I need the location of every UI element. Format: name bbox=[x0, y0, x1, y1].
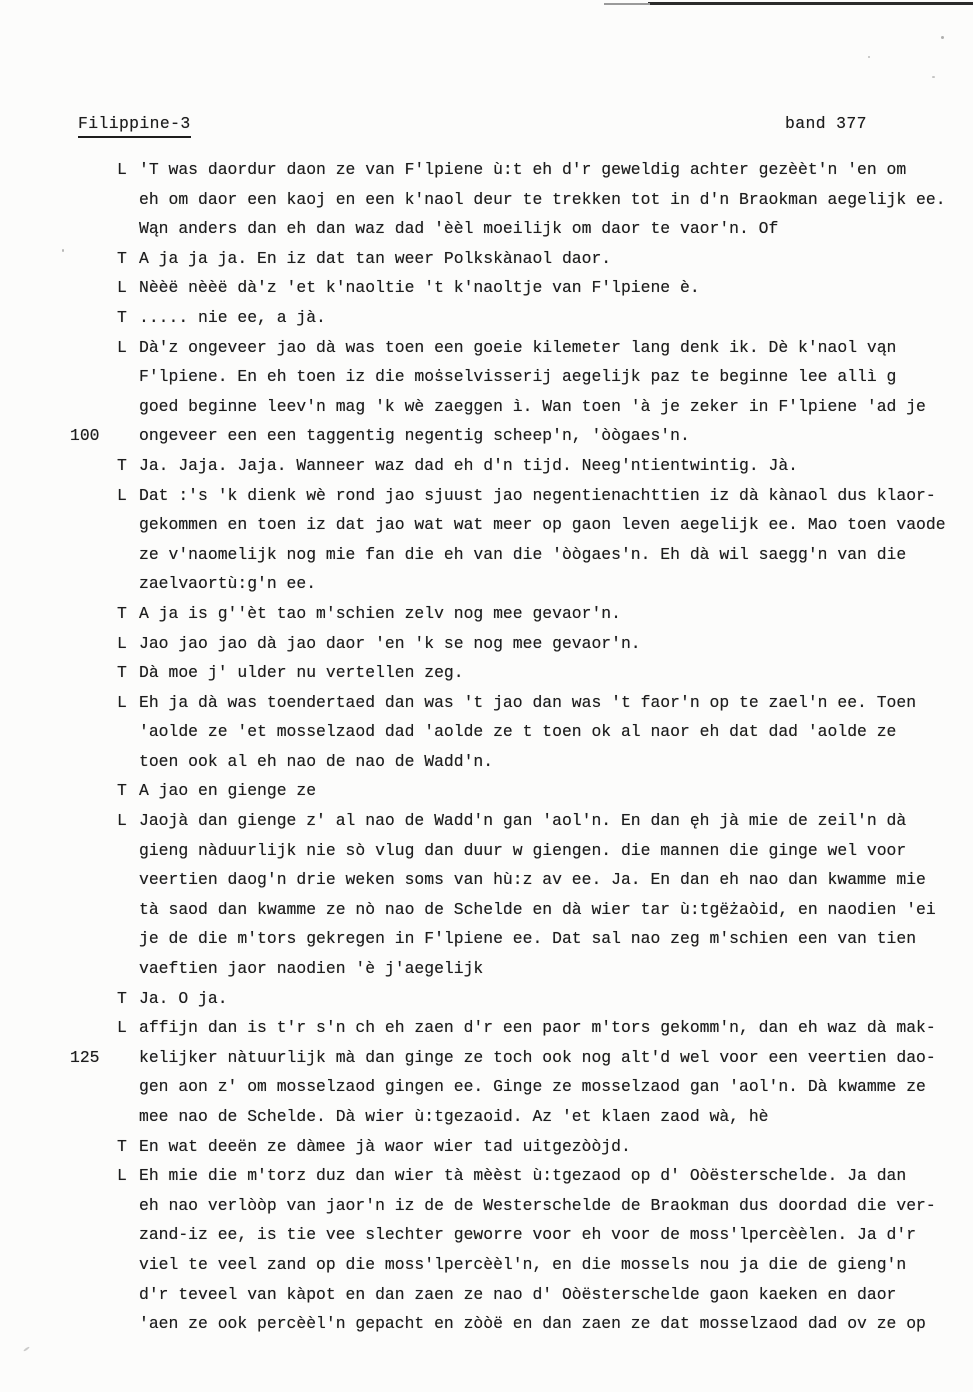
line-number bbox=[0, 924, 117, 954]
line-number bbox=[0, 688, 117, 718]
speaker-label: L bbox=[117, 485, 127, 505]
line-text: d'r teveel van kàpot en dan zaen ze nao d' Oòësterschelde gaon kaeken en daor bbox=[139, 1284, 897, 1304]
line-text: zaelvaortù:g'n ee. bbox=[139, 574, 317, 594]
line-number bbox=[0, 1191, 117, 1221]
transcript-line bbox=[0, 362, 973, 392]
speaker-label: T bbox=[117, 248, 127, 268]
speaker-label bbox=[117, 1250, 139, 1280]
speaker-label bbox=[117, 924, 139, 954]
line-number bbox=[0, 806, 117, 836]
line-number bbox=[0, 1102, 117, 1132]
speaker-label bbox=[117, 1191, 139, 1221]
transcript-line bbox=[0, 717, 973, 747]
line-text: A ja ja ja. En iz dat tan weer Polkskànaol daor. bbox=[139, 248, 612, 268]
line-text: Eh mie die m'torz duz dan wier tà mèèst ù:tgezaod op d' Oòësterschelde. Ja dan bbox=[139, 1166, 907, 1186]
transcript-line bbox=[0, 244, 973, 274]
speaker-label bbox=[117, 954, 139, 984]
line-number bbox=[0, 1161, 117, 1191]
transcript-line bbox=[0, 481, 973, 511]
line-number bbox=[0, 1309, 117, 1339]
speaker-label: T bbox=[117, 663, 127, 683]
line-text: vaeftien jaor naodien 'è j'aegelijk bbox=[139, 959, 484, 979]
transcript-line bbox=[0, 569, 973, 599]
line-number bbox=[0, 481, 117, 511]
line-text: eh om daor een kaoj en een k'naol deur te trekken tot in d'n Braokman aegelijk ee. bbox=[139, 189, 946, 209]
transcript bbox=[0, 155, 973, 1339]
line-text: viel te veel zand op die moss'lpercèèl'n, en die mossels nou ja die de gieng'n bbox=[139, 1254, 907, 1274]
line-text: A ja is g''èt tao m'schien zelv nog mee gevaor'n. bbox=[139, 603, 621, 623]
speaker-label: T bbox=[117, 455, 127, 475]
speaker-label bbox=[117, 1043, 139, 1073]
speaker-label bbox=[117, 717, 139, 747]
speaker-label bbox=[117, 569, 139, 599]
speaker-label bbox=[117, 895, 139, 925]
line-text: Ja. Jaja. Jaja. Wanneer waz dad eh d'n tijd. Neeg'ntientwintig. Jà. bbox=[139, 455, 799, 475]
line-number bbox=[0, 333, 117, 363]
line-number bbox=[0, 569, 117, 599]
line-text: je de die m'tors gekregen in F'lpiene ee. Dat sal nao zeg m'schien een van tien bbox=[139, 929, 917, 949]
line-number bbox=[0, 865, 117, 895]
transcript-line bbox=[0, 421, 973, 451]
line-text: Wąn anders dan eh dan waz dad 'èèl moeilijk om daor te vaor'n. Of bbox=[139, 219, 779, 239]
line-number bbox=[0, 658, 117, 688]
page-header bbox=[0, 114, 973, 144]
transcript-line bbox=[0, 155, 973, 185]
line-text: ..... nie ee, a jà. bbox=[139, 307, 326, 327]
transcript-line bbox=[0, 924, 973, 954]
line-text: En wat deeën ze dàmee jà waor wier tad uitgezòòjd. bbox=[139, 1136, 631, 1156]
speaker-label bbox=[117, 747, 139, 777]
transcript-line bbox=[0, 776, 973, 806]
line-text: Dat :'s 'k dienk wè rond jao sjuust jao negentienachttien iz dà kànaol dus klaor- bbox=[139, 485, 936, 505]
speaker-label: T bbox=[117, 1136, 127, 1156]
speaker-label bbox=[117, 1072, 139, 1102]
line-text: affijn dan is t'r s'n ch eh zaen d'r een paor m'tors gekomm'n, dan eh waz dà mak- bbox=[139, 1018, 936, 1038]
transcript-line bbox=[0, 1220, 973, 1250]
speaker-label: L bbox=[117, 160, 127, 179]
line-number bbox=[0, 273, 117, 303]
line-number bbox=[0, 244, 117, 274]
scan-speck bbox=[23, 1346, 30, 1352]
transcript-line bbox=[0, 984, 973, 1014]
transcript-line bbox=[0, 1102, 973, 1132]
transcript-line bbox=[0, 806, 973, 836]
line-number bbox=[0, 451, 117, 481]
line-text: F'lpiene. En eh toen iz die moṡselvisserij aegelijk paz te beginne lee allì g bbox=[139, 367, 897, 387]
line-number bbox=[0, 1072, 117, 1102]
transcript-line bbox=[0, 1280, 973, 1310]
line-text: tà saod dan kwamme ze nò nao de Schelde en dà wier tar ù:tgëżaòid, en naodien 'ei bbox=[139, 899, 936, 919]
speaker-label: T bbox=[117, 781, 127, 801]
line-text: Dà'z ongeveer jao dà was toen een goeie kilemeter lang denk ik. Dè k'naol vąn bbox=[139, 337, 897, 357]
line-text: goed beginne leev'n mag 'k wè zaeggen ì. Wan toen 'à je zeker in F'lpiene 'ad je bbox=[139, 396, 926, 416]
speaker-label bbox=[117, 214, 139, 244]
speaker-label bbox=[117, 392, 139, 422]
speaker-label: L bbox=[117, 811, 127, 831]
line-text: veertien daog'n drie weken soms van hù:z av ee. Ja. En dan eh nao dan kwamme mie bbox=[139, 870, 926, 890]
line-text: ongeveer een een taggentig negentig scheep'n, 'òògaes'n. bbox=[139, 426, 690, 446]
line-text: kelijker nàtuurlijk mà dan ginge ze toch ook nog alt'd wel voor een veertien dao- bbox=[139, 1047, 936, 1067]
line-number bbox=[0, 362, 117, 392]
transcript-line bbox=[0, 303, 973, 333]
speaker-label: L bbox=[117, 337, 127, 357]
line-number bbox=[0, 1220, 117, 1250]
line-number bbox=[0, 510, 117, 540]
line-text: gieng nàduurlijk nie sò vlug dan duur w giengen. die mannen die ginge wel voor bbox=[139, 840, 907, 860]
line-number bbox=[0, 836, 117, 866]
line-number bbox=[0, 540, 117, 570]
speaker-label bbox=[117, 510, 139, 540]
transcript-line bbox=[0, 1250, 973, 1280]
transcript-line bbox=[0, 895, 973, 925]
scan-edge-artifact bbox=[648, 2, 973, 5]
line-number bbox=[0, 214, 117, 244]
transcript-line bbox=[0, 1132, 973, 1162]
transcript-line bbox=[0, 688, 973, 718]
line-number bbox=[0, 185, 117, 215]
speaker-label: L bbox=[117, 1166, 127, 1186]
transcript-line bbox=[0, 658, 973, 688]
line-text: Jaojà dan gienge z' al nao de Wadd'n gan 'aol'n. En dan ęh jà mie de zeil'n dà bbox=[139, 811, 907, 831]
page-title: Filippine-3 bbox=[78, 114, 191, 138]
line-number bbox=[0, 717, 117, 747]
speaker-label: L bbox=[117, 278, 127, 298]
transcript-line bbox=[0, 1043, 973, 1073]
transcript-line bbox=[0, 1013, 973, 1043]
speaker-label: T bbox=[117, 307, 127, 327]
scan-speck bbox=[941, 36, 944, 39]
line-number bbox=[0, 392, 117, 422]
transcript-line bbox=[0, 185, 973, 215]
speaker-label bbox=[117, 836, 139, 866]
line-number bbox=[0, 776, 117, 806]
speaker-label: L bbox=[117, 633, 127, 653]
line-text: 'aen ze ook percèèl'n gepacht en zòòë en dan zaen ze dat mosselzaod dad ov ze op bbox=[139, 1314, 926, 1334]
line-number bbox=[0, 303, 117, 333]
line-text: toen ook al eh nao de nao de Wadd'n. bbox=[139, 751, 494, 771]
line-text: ze v'naomelijk nog mie fan die eh van die 'òògaes'n. Eh dà wil saegg'n van die bbox=[139, 544, 907, 564]
line-text: 'aolde ze 'et mosselzaod dad 'aolde ze t toen ok al naor eh dat dad 'aolde ze bbox=[139, 722, 897, 742]
line-number: 125 bbox=[70, 1047, 100, 1067]
transcript-line bbox=[0, 1072, 973, 1102]
transcript-line bbox=[0, 214, 973, 244]
transcript-line bbox=[0, 510, 973, 540]
line-number bbox=[0, 599, 117, 629]
speaker-label bbox=[117, 1309, 139, 1339]
scan-speck bbox=[868, 56, 870, 58]
line-text: Dà moe j' ulder nu vertellen zeg. bbox=[139, 663, 464, 683]
transcript-line bbox=[0, 747, 973, 777]
line-number bbox=[0, 954, 117, 984]
line-text: Eh ja dà was toendertaed dan was 't jao dan was 't faor'n op te zael'n ee. Toen bbox=[139, 692, 917, 712]
line-text: gen aon z' om mosselzaod gingen ee. Ginge ze mosselzaod gan 'aol'n. Dà kwamme ze bbox=[139, 1077, 926, 1097]
line-number bbox=[0, 1132, 117, 1162]
line-number bbox=[0, 984, 117, 1014]
line-number bbox=[0, 895, 117, 925]
speaker-label bbox=[117, 185, 139, 215]
transcript-line bbox=[0, 273, 973, 303]
speaker-label bbox=[117, 540, 139, 570]
scan-edge-artifact-fade bbox=[604, 3, 650, 5]
line-text: Nèèë nèèë dà'z 'et k'naoltie 't k'naoltje van F'lpiene è. bbox=[139, 278, 700, 298]
transcript-line bbox=[0, 540, 973, 570]
line-number bbox=[0, 629, 117, 659]
transcript-line bbox=[0, 1191, 973, 1221]
speaker-label bbox=[117, 865, 139, 895]
speaker-label bbox=[117, 421, 139, 451]
transcript-line bbox=[0, 836, 973, 866]
transcript-line bbox=[0, 392, 973, 422]
speaker-label bbox=[117, 1102, 139, 1132]
speaker-label: T bbox=[117, 988, 127, 1008]
line-text: Ja. O ja. bbox=[139, 988, 228, 1008]
speaker-label: L bbox=[117, 1018, 127, 1038]
line-text: 'T was daordur daon ze van F'lpiene ù:t eh d'r geweldig achter gezèèt'n 'en om bbox=[139, 160, 907, 179]
transcript-line bbox=[0, 599, 973, 629]
transcript-line bbox=[0, 333, 973, 363]
transcript-line bbox=[0, 1309, 973, 1339]
transcript-line bbox=[0, 629, 973, 659]
transcript-line bbox=[0, 451, 973, 481]
transcript-line bbox=[0, 1161, 973, 1191]
line-text: eh nao verlòòp van jaor'n iz de de Westerschelde de Braokman dus doordad die ver- bbox=[139, 1195, 936, 1215]
line-text: Jao jao jao dà jao daor 'en 'k se nog mee gevaor'n. bbox=[139, 633, 641, 653]
line-text: mee nao de Schelde. Dà wier ù:tgezaoid. Az 'et klaen zaod wà, hè bbox=[139, 1107, 769, 1126]
speaker-label: T bbox=[117, 603, 127, 623]
line-text: zand-iz ee, is tie vee slechter geworre voor eh voor de moss'lpercèèlen. Ja d'r bbox=[139, 1225, 917, 1245]
speaker-label: L bbox=[117, 692, 127, 712]
speaker-label bbox=[117, 1220, 139, 1250]
line-number bbox=[0, 155, 117, 185]
line-number bbox=[0, 1250, 117, 1280]
transcript-line bbox=[0, 954, 973, 984]
line-number bbox=[0, 747, 117, 777]
speaker-label bbox=[117, 362, 139, 392]
line-text: gekommen en toen iz dat jao wat wat meer op gaon leven aegelijk ee. Mao toen vaode bbox=[139, 515, 946, 535]
transcript-line bbox=[0, 865, 973, 895]
line-number bbox=[0, 1280, 117, 1310]
line-number: 100 bbox=[70, 426, 100, 446]
scan-speck bbox=[932, 76, 935, 78]
line-number bbox=[0, 1013, 117, 1043]
band-number: band 377 bbox=[785, 114, 867, 133]
speaker-label bbox=[117, 1280, 139, 1310]
line-text: A jao en gienge ze bbox=[139, 781, 317, 801]
